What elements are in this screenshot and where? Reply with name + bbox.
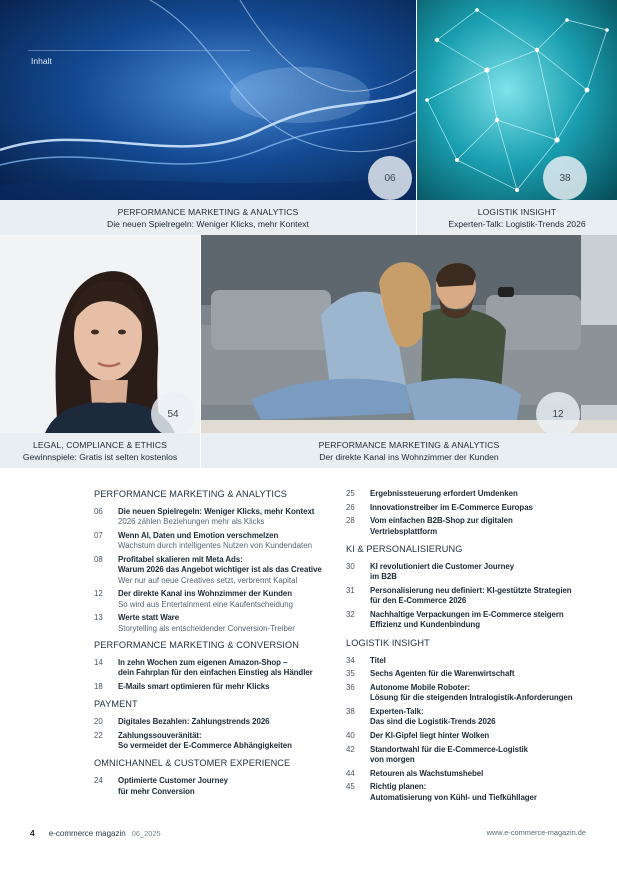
article-category: LOGISTIK INSIGHT	[477, 207, 557, 217]
toc-entry[interactable]	[94, 776, 334, 797]
toc-entry-subtitle: Storytelling als entscheidender Conversion-Treiber	[118, 623, 295, 633]
toc-entry-title: für mehr Conversion	[118, 786, 195, 796]
toc-entry-text	[370, 562, 596, 583]
toc-page-number: 26	[346, 502, 355, 512]
toc-entry-title: für den E-Commerce 2026	[370, 596, 467, 606]
toc-entry[interactable]	[346, 516, 596, 537]
toc-section	[94, 699, 334, 751]
toc-entry-title: Vom einfachen B2B-Shop zur digitalen	[370, 516, 513, 526]
toc-left-column	[94, 489, 334, 800]
toc-entry-text	[370, 745, 596, 766]
toc-page-number: 07	[94, 530, 103, 540]
article-title: Experten-Talk: Logistik-Trends 2026	[448, 219, 586, 229]
toc-entry-text	[370, 489, 596, 499]
toc-entry[interactable]	[94, 613, 334, 634]
toc-section-heading: KI & PERSONALISIERUNG	[346, 543, 463, 554]
toc-section-heading: PAYMENT	[94, 699, 138, 710]
divider-line	[28, 50, 250, 51]
toc-entry[interactable]	[94, 531, 334, 552]
toc-section	[346, 638, 596, 803]
toc-entry-text	[118, 731, 334, 752]
toc-section-heading: LOGISTIK INSIGHT	[346, 637, 430, 648]
toc-entry-text	[370, 656, 596, 666]
toc-entry[interactable]	[94, 658, 334, 679]
article-caption[interactable]	[0, 200, 416, 235]
page-badge: 38	[543, 156, 587, 200]
cover-image-network-teal[interactable]	[417, 0, 617, 200]
toc-section-heading: PERFORMANCE MARKETING & CONVERSION	[94, 639, 300, 650]
toc-entry-title: E-Mails smart optimieren für mehr Klicks	[118, 681, 270, 691]
toc-entry-text	[118, 589, 334, 610]
toc-page-number: 28	[346, 516, 355, 526]
toc-page-number: 22	[94, 730, 103, 740]
toc-entry-title: Werte statt Ware	[118, 613, 180, 623]
toc-entry[interactable]	[346, 503, 596, 513]
toc-entry-text	[118, 658, 334, 679]
toc-entry[interactable]	[94, 717, 334, 727]
footer-magazine-name: e-commerce magazin	[48, 829, 126, 838]
article-caption[interactable]	[0, 433, 200, 468]
toc-entry[interactable]	[94, 682, 334, 692]
toc-entry-text	[118, 507, 334, 528]
toc-page-number: 08	[94, 554, 103, 564]
toc-entry-title: Optimierte Customer Journey	[118, 776, 229, 786]
toc-entry-title: Titel	[370, 655, 386, 665]
toc-entry-title: In zehn Wochen zum eigenen Amazon-Shop –	[118, 657, 288, 667]
network-graphic	[417, 0, 617, 200]
toc-entry-text	[370, 610, 596, 631]
toc-entry-title: Effizienz und Kundenbindung	[370, 620, 480, 630]
toc-entry-text	[370, 707, 596, 728]
toc-entry-title: Lösung für die steigenden Intralogistik-Anforderungen	[370, 693, 573, 703]
toc-page-number: 32	[346, 609, 355, 619]
toc-entry-title: Die neuen Spielregeln: Weniger Klicks, mehr Kontext	[118, 507, 315, 516]
toc-entry[interactable]	[346, 669, 596, 679]
toc-entry[interactable]	[346, 489, 596, 499]
toc-section	[94, 640, 334, 692]
toc-section	[94, 489, 334, 634]
toc-entry-text	[370, 586, 596, 607]
toc-entry-subtitle: So wird aus Entertainment eine Kaufentscheidung	[118, 599, 294, 609]
toc-page-number: 44	[346, 768, 355, 778]
footer-page-number: 4	[30, 828, 35, 838]
article-title: Die neuen Spielregeln: Weniger Klicks, mehr Kontext	[107, 219, 309, 229]
toc-entry-text	[370, 731, 596, 741]
toc-entry[interactable]	[346, 610, 596, 631]
footer-issue: 06_2025	[131, 829, 161, 838]
toc-page-number: 18	[94, 681, 103, 691]
article-title: Der direkte Kanal ins Wohnzimmer der Kunden	[319, 452, 499, 462]
toc-entry[interactable]	[346, 769, 596, 779]
toc-right-column	[346, 489, 596, 806]
toc-entry-title: Zahlungssouveränität:	[118, 730, 202, 740]
toc-page-number: 40	[346, 730, 355, 740]
page-badge: 06	[368, 156, 412, 200]
toc-entry-subtitle: Wer nur auf neue Creatives setzt, verbrennt Kapital	[118, 575, 298, 585]
article-category: LEGAL, COMPLIANCE & ETHICS	[33, 440, 167, 450]
toc-page-number: 20	[94, 717, 103, 727]
toc-page-number: 45	[346, 782, 355, 792]
footer-url[interactable]: www.e-commerce-magazin.de	[486, 828, 586, 837]
toc-entry-text	[118, 682, 334, 692]
toc-page-number: 34	[346, 655, 355, 665]
toc-entry-text	[370, 503, 596, 513]
toc-entry[interactable]	[346, 745, 596, 766]
article-caption[interactable]	[201, 433, 617, 468]
toc-entry[interactable]	[346, 731, 596, 741]
toc-entry-title: Wenn AI, Daten und Emotion verschmelzen	[118, 530, 279, 540]
toc-entry-title: Ergebnissteuerung erfordert Umdenken	[370, 489, 518, 498]
toc-entry-title: von morgen	[370, 754, 415, 764]
toc-page-number: 30	[346, 561, 355, 571]
toc-entry-title: dein Fahrplan für den einfachen Einstieg als Händler	[118, 668, 313, 678]
cover-image-abstract-blue[interactable]	[0, 0, 416, 200]
toc-entry[interactable]	[94, 589, 334, 610]
toc-entry-title: Sechs Agenten für die Warenwirtschaft	[370, 669, 515, 679]
article-caption[interactable]	[417, 200, 617, 235]
toc-entry-title: Vertriebsplattform	[370, 526, 438, 536]
toc-page-number: 31	[346, 585, 355, 595]
toc-entry-title: Autonome Mobile Roboter:	[370, 682, 471, 692]
toc-section	[94, 758, 334, 797]
toc-section	[346, 489, 596, 537]
toc-entry-title: Der KI-Gipfel liegt hinter Wolken	[370, 730, 490, 740]
footer-left	[30, 828, 161, 838]
toc-entry-text	[370, 683, 596, 704]
cover-image-portrait[interactable]	[0, 235, 200, 433]
toc-page-number: 13	[94, 613, 103, 623]
toc-entry-title: Standortwahl für die E-Commerce-Logistik	[370, 744, 529, 754]
toc-entry-title: Automatisierung von Kühl- und Tiefkühllager	[370, 792, 537, 802]
toc-entry-text	[370, 769, 596, 779]
toc-section	[346, 544, 596, 631]
toc-section-heading: OMNICHANNEL & CUSTOMER EXPERIENCE	[94, 758, 291, 769]
section-label-inhalt: Inhalt	[31, 56, 52, 66]
cover-image-couple-sofa[interactable]	[201, 235, 617, 433]
toc-entry[interactable]	[94, 507, 334, 528]
toc-entry[interactable]	[346, 782, 596, 803]
toc-entry-subtitle: Wachstum durch intelligentes Nutzen von Kundendaten	[118, 541, 313, 551]
article-category: PERFORMANCE MARKETING & ANALYTICS	[117, 207, 299, 217]
toc-entry[interactable]	[346, 707, 596, 728]
toc-entry-subtitle: 2026 zählen Beziehungen mehr als Klicks	[118, 517, 265, 527]
toc-page-number: 25	[346, 489, 355, 498]
toc-entry[interactable]	[346, 656, 596, 666]
toc-entry-title: Richtig planen:	[370, 782, 427, 792]
toc-page-number: 24	[94, 776, 103, 786]
toc-entry[interactable]	[94, 731, 334, 752]
toc-entry-title: So vermeidet der E-Commerce Abhängigkeiten	[118, 741, 292, 751]
page-badge: 12	[536, 392, 580, 433]
toc-entry-text	[118, 776, 334, 797]
toc-entry-title: Profitabel skalieren mit Meta Ads:	[118, 554, 243, 564]
article-category: PERFORMANCE MARKETING & ANALYTICS	[318, 440, 500, 450]
toc-entry[interactable]	[346, 586, 596, 607]
toc-entry-text	[370, 516, 596, 537]
toc-page-number: 35	[346, 669, 355, 679]
toc-entry-text	[118, 531, 334, 552]
abstract-wave-graphic	[0, 0, 416, 200]
toc-entry-title: Nachhaltige Verpackungen im E-Commerce steigern	[370, 609, 564, 619]
toc-entry[interactable]	[346, 562, 596, 583]
toc-entry-title: Warum 2026 das Angebot wichtiger ist als das Creative	[118, 565, 322, 575]
toc-entry-title: Personalisierung neu definiert: KI-gestützte Strategien	[370, 585, 572, 595]
article-title: Gewinnspiele: Gratis ist selten kostenlos	[22, 452, 178, 462]
toc-entry-title: Innovationstreiber im E-Commerce Europas	[370, 502, 533, 512]
toc-entry-title: Experten-Talk:	[370, 706, 424, 716]
toc-entry-title: Retouren als Wachstumshebel	[370, 768, 484, 778]
page-badge: 54	[151, 392, 195, 433]
toc-page-number: 42	[346, 744, 355, 754]
toc-page-number: 38	[346, 706, 355, 716]
toc-page-number: 36	[346, 682, 355, 692]
toc-entry-title: Das sind die Logistik-Trends 2026	[370, 717, 496, 727]
toc-entry-text	[118, 717, 334, 727]
toc-entry-title: Digitales Bezahlen: Zahlungstrends 2026	[118, 717, 270, 727]
toc-entry-title: im B2B	[370, 572, 397, 582]
toc-page-number: 12	[94, 589, 103, 599]
toc-entry[interactable]	[94, 555, 334, 586]
toc-entry-text	[370, 782, 596, 803]
toc-entry[interactable]	[346, 683, 596, 704]
toc-entry-text	[118, 613, 334, 634]
toc-page-number: 14	[94, 657, 103, 667]
toc-entry-text	[370, 669, 596, 679]
toc-entry-title: KI revolutioniert die Customer Journey	[370, 561, 515, 571]
toc-entry-text	[118, 555, 334, 586]
toc-entry-title: Der direkte Kanal ins Wohnzimmer der Kunden	[118, 589, 292, 599]
toc-section-heading: PERFORMANCE MARKETING & ANALYTICS	[94, 489, 288, 499]
toc-page-number: 06	[94, 507, 103, 516]
